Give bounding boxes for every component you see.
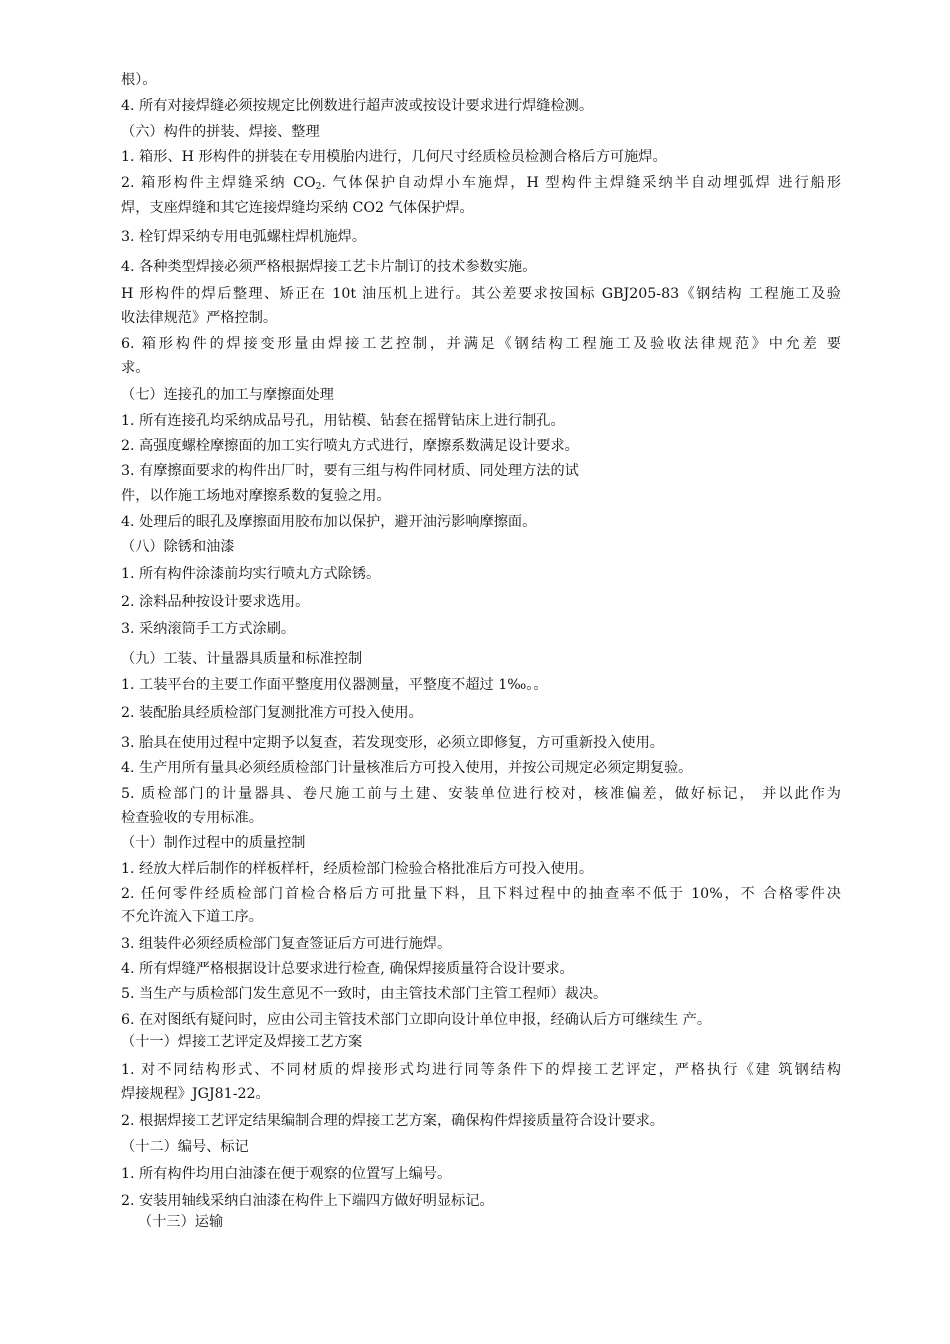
text-line: 3. 采纳滚筒手工方式涂刷。 (121, 621, 296, 637)
section-heading: （十一）焊接工艺评定及焊接工艺方案 (121, 1034, 363, 1050)
text-line: 2. 装配胎具经质检部门复测批准方可投入使用。 (121, 705, 423, 721)
text-line: 4. 所有焊缝严格根据设计总要求进行检查, 确保焊接质量符合设计要求。 (121, 961, 574, 977)
text-line: 2. 任何零件经质检部门首检合格后方可批量下料，且下料过程中的抽查率不低于 10%，不 合格零件决 (121, 886, 841, 902)
text-line: 1. 所有构件涂漆前均实行喷丸方式除锈。 (121, 566, 381, 582)
section-heading: （十三）运输 (138, 1214, 224, 1230)
text-line: 6. 在对图纸有疑问时，应由公司主管技术部门立即向设计单位申报，经确认后方可继续生 产。 (121, 1012, 712, 1028)
text-line: 3. 栓钉焊采纳专用电弧螺柱焊机施焊。 (121, 229, 367, 245)
text-line: 3. 有摩擦面要求的构件出厂时，要有三组与构件同材质、同处理方法的试 (121, 463, 579, 479)
text-line: 1. 工装平台的主要工作面平整度用仪器测量，平整度不超过 1‰。。 (121, 677, 548, 693)
text-line: 求。 (121, 360, 150, 376)
text-line: 6. 箱形构件的焊接变形量由焊接工艺控制，并满足《钢结构工程施工及验收法律规范》中允差 要 (121, 336, 841, 352)
text-prefix: 2. 箱形构件主焊缝采纳 CO (121, 175, 316, 191)
text-line: 5. 当生产与质检部门发生意见不一致时，由主管技术部门主管工程师）裁决。 (121, 986, 608, 1002)
text-line: 5. 质检部门的计量器具、卷尺施工前与土建、安装单位进行校对，核准偏差，做好标记， 并以此作为 (121, 786, 841, 802)
text-line: 1. 经放大样后制作的样板样杆，经质检部门检验合格批准后方可投入使用。 (121, 861, 594, 877)
text-line: H 形构件的焊后整理、矫正在 10t 油压机上进行。其公差要求按国标 GBJ205-83《钢结构 工程施工及验 (121, 286, 841, 302)
text-line: 1. 对不同结构形式、不同材质的焊接形式均进行同等条件下的焊接工艺评定，严格执行《建 筑钢结构 (121, 1062, 841, 1078)
text-line: 根）。 (121, 72, 157, 88)
text-rest: 气体保护自动焊小车施焊，H 型构件主焊缝采纳半自动埋弧焊 进行船形 (332, 175, 841, 191)
section-heading: （十）制作过程中的质量控制 (121, 835, 306, 851)
subscript: 2 (315, 182, 322, 192)
text-line: 3. 胎具在使用过程中定期予以复查，若发现变形，必须立即修复，方可重新投入使用。 (121, 735, 664, 751)
text-after-sub: . (321, 175, 333, 191)
text-line: 焊，支座焊缝和其它连接焊缝均采纳 CO2 气体保护焊。 (121, 200, 474, 216)
text-line: 收法律规范》严格控制。 (121, 310, 278, 326)
text-line: 检查验收的专用标准。 (121, 810, 263, 826)
text-line: 1. 所有连接孔均采纳成品号孔，用钻模、钻套在摇臂钻床上进行制孔。 (121, 413, 565, 429)
section-heading: （八）除锈和油漆 (121, 539, 235, 555)
text-line: 1. 所有构件均用白油漆在便于观察的位置写上编号。 (121, 1166, 452, 1182)
section-heading: （七）连接孔的加工与摩擦面处理 (121, 387, 334, 403)
text-line: 4. 所有对接焊缝必须按规定比例数进行超声波或按设计要求进行焊缝检测。 (121, 98, 594, 114)
text-line (121, 171, 841, 195)
text-line: 4. 各种类型焊接必须严格根据焊接工艺卡片制订的技术参数实施。 (121, 259, 537, 275)
text-line: 焊接规程》JGJ81-22。 (121, 1086, 270, 1102)
text-line: 4. 处理后的眼孔及摩擦面用胶布加以保护，避开油污影响摩擦面。 (121, 514, 537, 530)
text-line: 2. 涂料品种按设计要求选用。 (121, 594, 310, 610)
text-line: 不允许流入下道工序。 (121, 909, 263, 925)
section-heading: （九）工装、计量器具质量和标准控制 (121, 651, 363, 667)
text-line: 2. 根据焊接工艺评定结果编制合理的焊接工艺方案，确保构件焊接质量符合设计要求。 (121, 1113, 664, 1129)
text-line: 4. 生产用所有量具必须经质检部门计量核准后方可投入使用，并按公司规定必须定期复验。 (121, 760, 693, 776)
text-line: 2. 高强度螺栓摩擦面的加工实行喷丸方式进行，摩擦系数满足设计要求。 (121, 438, 579, 454)
text-line: 3. 组装件必须经质检部门复查签证后方可进行施焊。 (121, 936, 452, 952)
section-heading: （六）构件的拼装、焊接、整理 (121, 124, 320, 140)
text-line: 1. 箱形、H 形构件的拼装在专用模胎内进行，几何尺寸经质检员检测合格后方可施焊。 (121, 149, 667, 165)
section-heading: （十二）编号、标记 (121, 1139, 249, 1155)
text-line: 件，以作施工场地对摩擦系数的复验之用。 (121, 488, 391, 504)
text-line: 2. 安装用轴线采纳白油漆在构件上下端四方做好明显标记。 (121, 1193, 494, 1209)
